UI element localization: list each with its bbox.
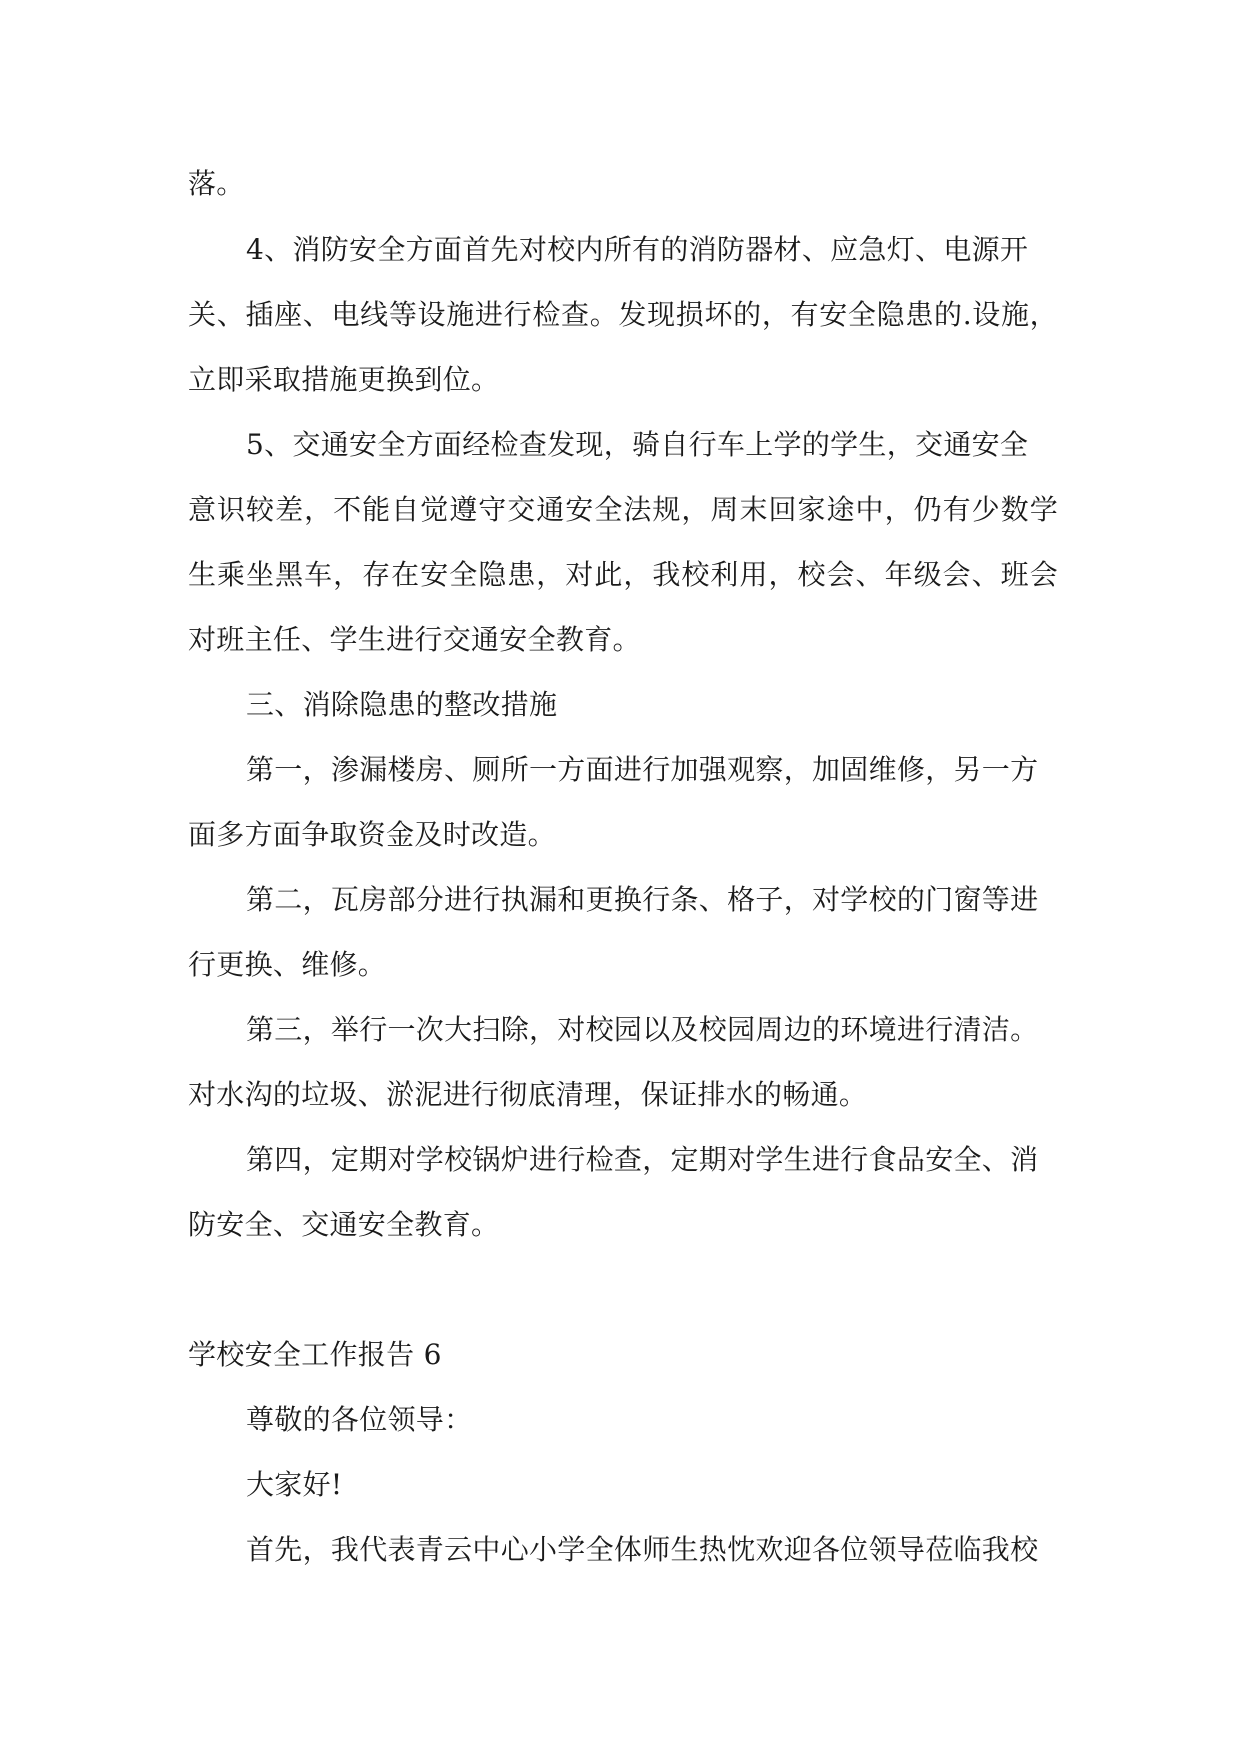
paragraph-line: 第三，举行一次大扫除，对校园以及校园周边的环境进行清洁。 [246,1013,1039,1046]
paragraph-line: 对水沟的垃圾、淤泥进行彻底清理，保证排水的畅通。 [188,1078,868,1111]
paragraph-line: 生乘坐黑车，存在安全隐患，对此，我校利用，校会、年级会、班会 [188,558,1058,591]
paragraph-line: 面多方面争取资金及时改造。 [188,818,556,851]
greeting: 大家好! [246,1468,343,1501]
paragraph-line: 防安全、交通安全教育。 [188,1208,500,1241]
paragraph-line: 落。 [188,167,245,200]
paragraph-line: 立即采取措施更换到位。 [188,363,500,396]
paragraph-line: 首先，我代表青云中心小学全体师生热忱欢迎各位领导莅临我校 [246,1533,1039,1566]
paragraph-line: 行更换、维修。 [188,948,387,981]
paragraph-line: 第四，定期对学校锅炉进行检查，定期对学生进行食品安全、消 [246,1143,1039,1176]
paragraph-line: 意识较差，不能自觉遵守交通安全法规，周末回家途中，仍有少数学 [188,493,1058,526]
paragraph-line: 第二，瓦房部分进行执漏和更换行条、格子，对学校的门窗等进 [246,883,1039,916]
paragraph-line: 关、插座、电线等设施进行检查。发现损坏的，有安全隐患的.设施， [188,298,1058,331]
report-title: 学校安全工作报告 6 [188,1338,442,1371]
paragraph-line: 第一，渗漏楼房、厕所一方面进行加强观察，加固维修，另一方 [246,753,1039,786]
section-heading: 三、消除隐患的整改措施 [246,688,558,721]
paragraph-line: 对班主任、学生进行交通安全教育。 [188,623,641,656]
paragraph-line: 4、消防安全方面首先对校内所有的消防器材、应急灯、电源开 [246,233,1029,266]
paragraph-line: 5、交通安全方面经检查发现，骑自行车上学的学生，交通安全 [246,428,1029,461]
salutation: 尊敬的各位领导： [246,1403,473,1436]
